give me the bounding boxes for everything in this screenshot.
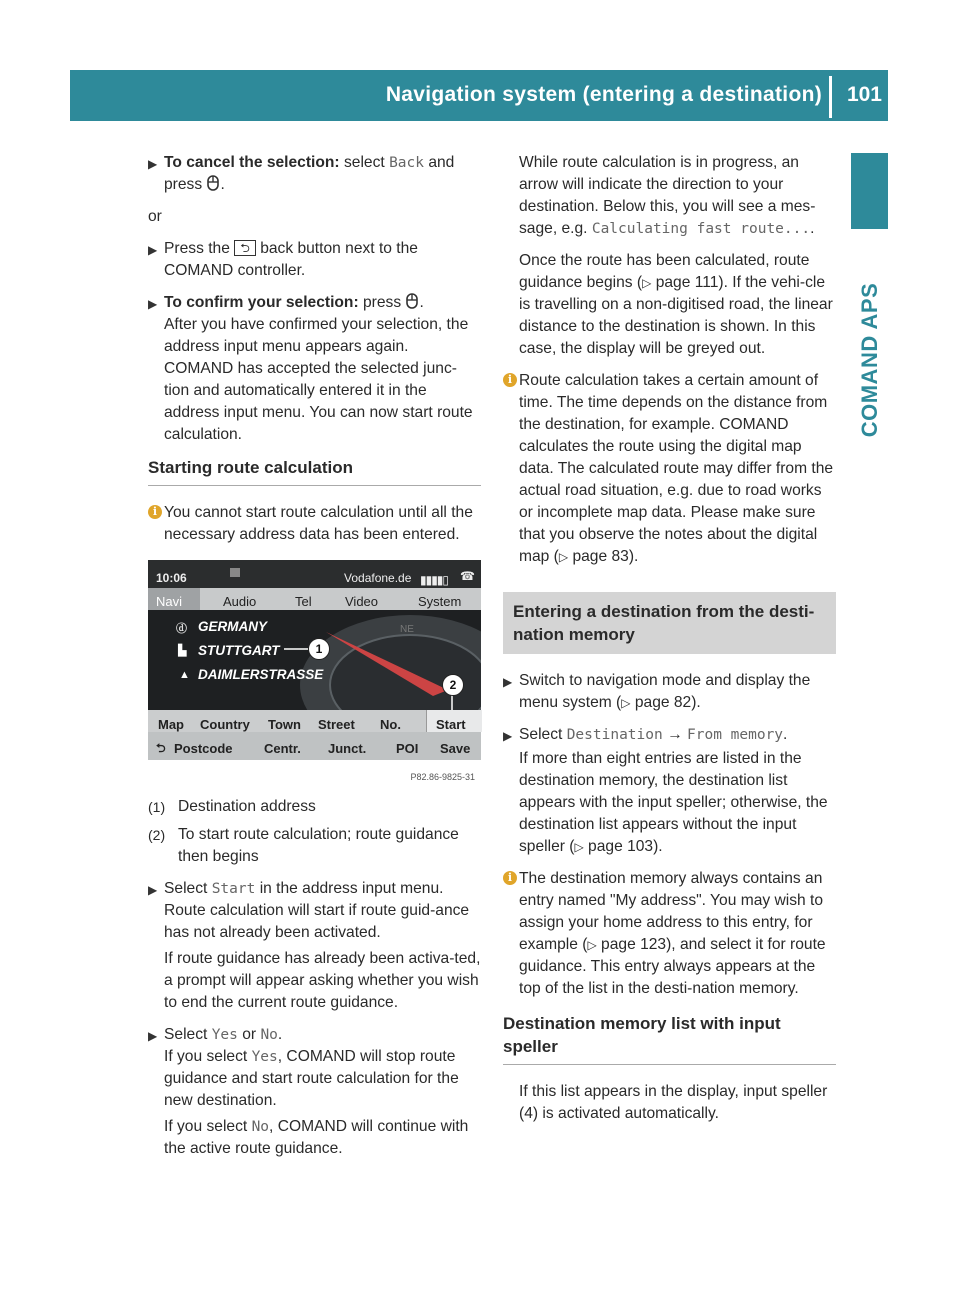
step-arrow-icon: ▶ [148, 1029, 158, 1043]
image-code: P82.86-9825-31 [410, 772, 475, 782]
step-arrow-icon: ▶ [503, 729, 513, 743]
softkey-start: Start [436, 717, 466, 732]
text: COMAND controller. [164, 262, 306, 279]
step-arrow-icon: ▶ [148, 883, 158, 897]
info-text: ). [628, 548, 639, 565]
ui-term: Destination [566, 727, 663, 743]
menu-audio: Audio [223, 594, 257, 609]
screen-street: DAIMLERSTRASSE [198, 667, 324, 682]
menu-system: System [418, 594, 462, 609]
step-arrow-icon: ▶ [148, 297, 158, 311]
country-icon: ⓓ [176, 623, 187, 635]
text: ). [653, 838, 663, 855]
page-ref-icon: ▷ [587, 938, 597, 952]
step-cancel: ▶ To cancel the selection: select Back and press . [148, 154, 455, 193]
text: press [164, 176, 203, 193]
back-icon: ⮌ [156, 741, 166, 755]
screen-address-panel [148, 610, 481, 710]
softkey-save: Save [440, 741, 471, 756]
back-button-icon: ⮌ [234, 240, 256, 256]
menu-navi: Navi [156, 594, 183, 609]
text: select [343, 154, 385, 171]
section-heading: Destination memory list with input speller [503, 1012, 836, 1065]
boxed-section-heading: Entering a destination from the desti-nation memory [503, 592, 836, 654]
town-icon: ▙ [178, 645, 187, 657]
screen-function-row-1 [148, 710, 481, 732]
callout-2: 2 [442, 674, 464, 696]
text: is activated automatically. [542, 1105, 719, 1122]
phone-icon: ☎ [460, 569, 475, 583]
screen-status-bar [148, 560, 481, 588]
text: and [428, 154, 455, 171]
step-lead: To confirm your selection: [164, 294, 359, 311]
step-arrow-icon: ▶ [503, 675, 513, 689]
right-column [503, 152, 836, 1135]
legend-num: (2) [148, 827, 166, 843]
text: Switch to navigation mode and display the menu system ( [519, 672, 811, 711]
legend-text: Destination address [178, 798, 316, 815]
text: , COMAND will continue with the active route guidance. [164, 1118, 469, 1157]
ui-term: Calculating fast route... [591, 221, 811, 237]
image-code-strip [148, 760, 481, 782]
header-divider [829, 76, 832, 118]
screen-country: GERMANY [198, 619, 268, 634]
no-continuation [148, 1116, 481, 1160]
info-icon: i [148, 505, 162, 519]
legend-2 [148, 824, 481, 868]
text: press [363, 294, 402, 311]
info-note [148, 502, 481, 546]
softkey-centr: Centr. [264, 741, 301, 756]
step-select-start [148, 878, 481, 944]
menu-video: Video [345, 594, 379, 609]
legend-num-value: 4 [524, 1105, 533, 1122]
step-confirm: ▶ To confirm your selection: press . [148, 292, 481, 314]
screen-time: 10:06 [156, 571, 187, 585]
page-ref[interactable]: page 83 [572, 548, 629, 565]
page-ref[interactable]: page 82 [634, 694, 692, 711]
start-continuation: If route guidance has already been activa-ted, a prompt will appear asking whether you wish to end the current route guidance. [164, 950, 481, 1011]
section-heading: Starting route calculation [148, 456, 481, 486]
header-bar [70, 70, 888, 121]
text: Select [519, 726, 563, 743]
comand-screen-image [148, 560, 481, 782]
ui-term: No [260, 1027, 278, 1043]
ui-term: Yes [211, 1027, 238, 1043]
signal-icon: ▮▮▮▮▯ [420, 573, 449, 587]
info-text: ), and select it for route guidance. This entry always appears at the top of the list in the desti-nation memory. [519, 936, 826, 997]
page-ref[interactable]: page 111 [655, 274, 719, 291]
softkey-poi: POI [396, 741, 419, 756]
text: ). [691, 694, 701, 711]
screen-city: STUTTGART [198, 643, 280, 658]
text: . [810, 220, 815, 237]
controller-press-icon [206, 175, 220, 191]
text: Press the [164, 240, 230, 257]
route-progress-paragraph [503, 152, 836, 240]
menu-tel: Tel [295, 594, 312, 609]
page-ref-icon: ▷ [642, 276, 652, 290]
screen-carrier: Vodafone.de [344, 571, 412, 585]
text: If you select [164, 1048, 248, 1065]
or-text: or [148, 208, 162, 225]
callout-1: 1 [308, 638, 330, 660]
info-note [503, 868, 836, 1000]
ui-term: Start [211, 881, 256, 897]
menu-arrow: → [667, 726, 683, 743]
left-column [148, 152, 481, 1170]
softkey-postcode: Postcode [174, 741, 233, 756]
controller-press-icon [405, 293, 419, 309]
text: Select [164, 1026, 208, 1043]
compass-label: NE [400, 624, 414, 635]
softkey-junct: Junct. [328, 741, 367, 756]
step-switch-nav [503, 670, 836, 714]
page-ref-icon: ▷ [621, 696, 631, 710]
side-label-text: COMAND APS [857, 282, 882, 438]
text: in the address input menu. Route calculation will start if route guid-ance has not already been activated. [164, 880, 470, 941]
softkey-country: Country [200, 717, 250, 732]
text: While route calculation is in progress, an arrow will indicate the direction to your destination. Below this, you will see a mes-sage, e.g. [519, 154, 816, 237]
page-number: 101 [846, 83, 882, 106]
legend-num-value: 2 [152, 827, 161, 843]
legend-num-value: 1 [152, 799, 161, 815]
text: . [783, 726, 788, 743]
step-arrow-icon: ▶ [148, 243, 158, 257]
street-icon: ▲ [179, 669, 190, 681]
side-label [845, 240, 895, 480]
step-select-memory [503, 724, 836, 746]
softkey-street: Street [318, 717, 355, 732]
info-note [503, 370, 836, 568]
info-text: The destination memory always contains an entry named "My address". You may wish to assign your home address to this entry, for example ( [519, 870, 824, 953]
text: If you select [164, 1118, 248, 1135]
speller-paragraph: If this list appears in the display, input speller (4) is activated automatically. [519, 1083, 828, 1122]
screen-main-menu [148, 588, 481, 610]
info-text: You cannot start route calculation until all the necessary address data has been entered. [164, 504, 473, 543]
screen-function-row-2 [148, 732, 481, 760]
text: ). If the vehi-cle is travelling on a non-digitised road, the linear distance to the destination is shown. In this case, the display will be greyed out. [519, 274, 833, 357]
text: Select [164, 880, 208, 897]
page-title: Navigation system (entering a destination) [385, 83, 822, 106]
ui-term: From memory [687, 727, 784, 743]
info-text: Route calculation takes a certain amount of time. The time depends on the distance from the destination, for example. COMAND calculates the route using the digital map data. The calculated route may differ from the actual road situation, e.g. due to road works or incomplete map data. Please make sure that you observe the notes about the digital map ( [519, 372, 834, 565]
callout-lines [148, 610, 481, 710]
page-ref-icon: ▷ [574, 840, 584, 854]
softkey-no: No. [380, 717, 401, 732]
ui-term: No [251, 1119, 270, 1135]
info-icon: i [503, 871, 517, 885]
step-arrow-icon: ▶ [148, 157, 158, 171]
page-ref[interactable]: page 123 [601, 936, 667, 953]
ui-term: Yes [251, 1049, 278, 1065]
legend-1 [148, 796, 481, 818]
step-press-back [148, 238, 481, 282]
text: Once the route has been calculated, route guidance begins ( [519, 252, 810, 291]
route-calculated-paragraph [503, 250, 836, 360]
text: back button next to the [260, 240, 418, 257]
memory-continuation [503, 748, 836, 858]
step-select-yes-no: ▶ Select Yes or No. If you select Yes, COMAND will stop route guidance and start route calculation for the new destination. [148, 1026, 459, 1109]
legend-num: (1) [148, 799, 166, 815]
softkey-town: Town [268, 717, 301, 732]
page-ref-icon: ▷ [558, 550, 569, 564]
screen-status-icon [230, 568, 240, 577]
softkey-map: Map [158, 717, 184, 732]
text: , COMAND will stop route guidance and start route calculation for the new destination. [164, 1048, 459, 1109]
text: or [242, 1026, 257, 1043]
legend-text: To start route calculation; route guidance then begins [178, 826, 459, 865]
side-tab [851, 153, 888, 229]
confirm-continuation: After you have confirmed your selection, the address input menu appears again. COMAND has accepted the selected junc-tion and automatically entered it in the address input menu. You can now start route calculation. [164, 316, 473, 443]
ui-term: Back [389, 155, 424, 171]
text: If this list appears in the display, input speller [519, 1083, 828, 1100]
info-icon: i [503, 373, 517, 387]
step-lead: To cancel the selection: [164, 154, 340, 171]
page-ref[interactable]: page 103 [588, 838, 654, 855]
text: If more than eight entries are listed in the destination memory, the destination list appears with the input speller; otherwise, the destination list appears without the input speller ( [519, 750, 828, 855]
